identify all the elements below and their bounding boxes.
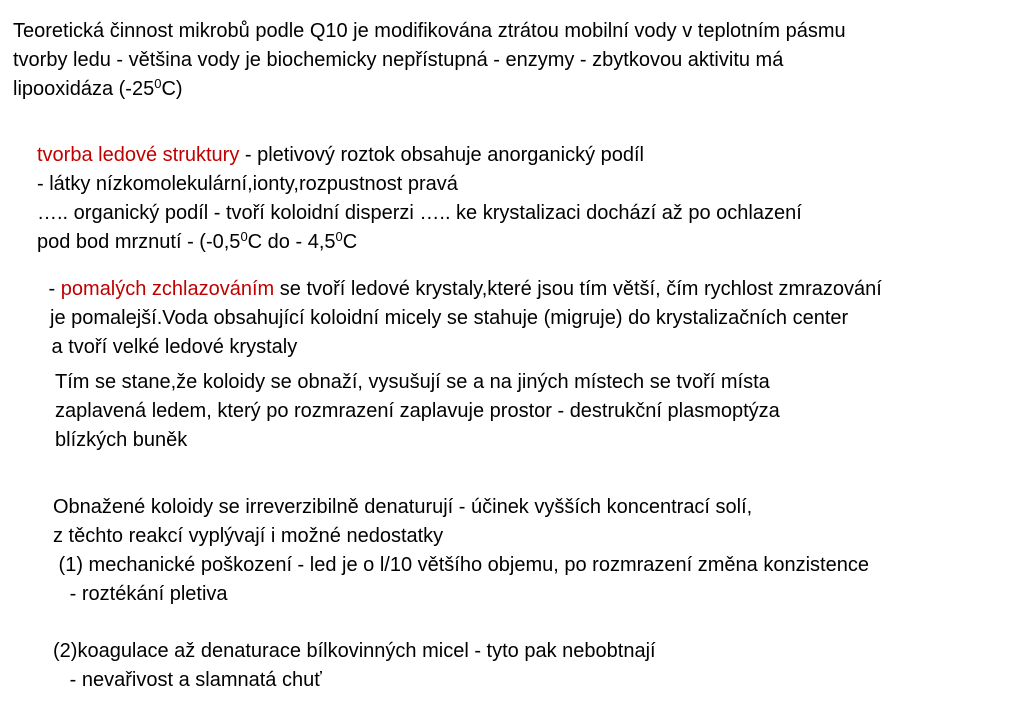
colloids-paragraph [55,368,780,455]
intro-line-2: tvorby ledu - většina vody je biochemicky nepřístupná - enzymy - zbytkovou aktivitu má [13,49,784,71]
ice-line-3: ….. organický podíl - tvoří koloidní disperzi ….. ke krystalizaci dochází až po ochlazení [37,202,802,224]
ice-structure-paragraph [37,141,802,257]
slow-freezing-paragraph [43,275,882,362]
list-item-2-sub: - nevařivost a slamnatá chuť [53,669,322,691]
ice-structure-highlight: tvorba ledové struktury [37,144,240,166]
intro-line-3: lipooxidáza $(-25^0C)$ [13,76,183,100]
coagulation-paragraph [53,637,656,695]
denature-line-2: z těchto reakcí vyplývají i možné nedostatky [53,525,444,547]
list-item-2: (2)koagulace až denaturace bílkovinných micel - tyto pak nebobtnají [53,640,656,662]
ice-line-2: - látky nízkomolekulární,ionty,rozpustnost pravá [37,173,458,195]
slow-line-1: - pomalých zchlazováním se tvoří ledové krystaly,které jsou tím větší, čím rychlost zmrazování [43,278,882,300]
ice-line-4: pod bod mrznutí - ($-0,5^0C$ do - $4,5^0C$ [37,229,358,253]
colloids-line-2: zaplavená ledem, který po rozmrazení zaplavuje prostor - destrukční plasmoptýza [55,400,780,422]
colloids-line-1: Tím se stane,že koloidy se obnaží, vysušují se a na jiných místech se tvoří místa [55,371,770,393]
ice-line-1: tvorba ledové struktury - pletivový roztok obsahuje anorganický podíl [37,144,644,166]
intro-line-1: Teoretická činnost mikrobů podle Q10 je modifikována ztrátou mobilní vody v teplotním pásmu [13,20,846,42]
denature-line-1: Obnažené koloidy se irreverzibilně denaturují - účinek vyšších koncentrací solí, [53,496,753,518]
denaturation-paragraph [53,493,869,609]
colloids-line-3: blízkých buněk [55,429,188,451]
list-item-1-sub: - roztékání pletiva [53,583,228,605]
list-item-1: (1) mechanické poškození - led je o l/10 většího objemu, po rozmrazení změna konzistence [53,554,869,576]
slow-freezing-highlight: pomalých zchlazováním [60,278,275,300]
slow-line-3: a tvoří velké ledové krystaly [46,336,298,358]
slow-line-2: je pomalejší.Voda obsahující koloidní micely se stahuje (migruje) do krystalizačních center [50,307,849,329]
intro-paragraph [13,17,846,104]
